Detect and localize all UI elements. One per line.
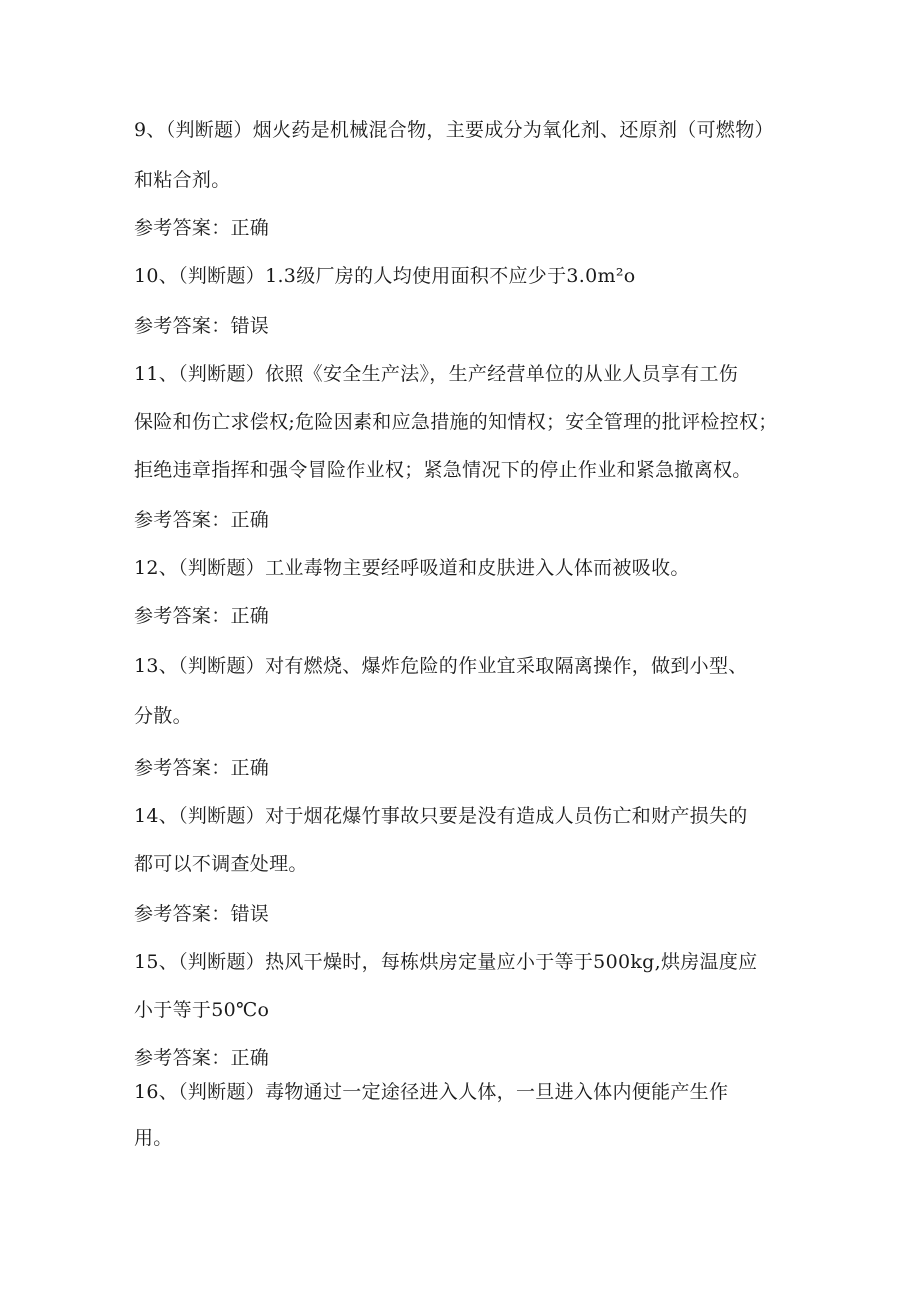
answer-12: 参考答案：正确 (134, 605, 270, 627)
question-14-text: 14、（判断题）对于烟花爆竹事故只要是没有造成人员伤亡和财产损失的 (134, 805, 748, 827)
answer-14: 参考答案：错误 (134, 903, 270, 925)
answer-11: 参考答案：正确 (134, 509, 270, 531)
question-12-text: 12、（判断题）工业毒物主要经呼吸道和皮肤进入人体而被吸收。 (134, 557, 690, 579)
question-15-text: 15、（判断题）热风干燥时，每栋烘房定量应小于等于500kg,烘房温度应 (134, 951, 758, 973)
question-11-text-continued-1: 保险和伤亡求偿权;危险因素和应急措施的知情权；安全管理的批评检控权； (134, 411, 778, 433)
question-16-text: 16、（判断题）毒物通过一定途径进入人体，一旦进入体内便能产生作 (134, 1081, 729, 1103)
answer-13: 参考答案：正确 (134, 757, 270, 779)
question-10-text: 10、（判断题）1.3级厂房的人均使用面积不应少于3.0m²o (134, 265, 636, 287)
question-11-text: 11、（判断题）依照《安全生产法》，生产经营单位的从业人员享有工伤 (134, 363, 739, 385)
question-13-text: 13、（判断题）对有燃烧、爆炸危险的作业宜采取隔离操作，做到小型、 (134, 655, 748, 677)
answer-10: 参考答案：错误 (134, 315, 270, 337)
question-9-text: 9、（判断题）烟火药是机械混合物，主要成分为氧化剂、还原剂（可燃物） (134, 119, 774, 141)
answer-9: 参考答案：正确 (134, 217, 270, 239)
question-11-text-continued-2: 拒绝违章指挥和强令冒险作业权；紧急情况下的停止作业和紧急撤离权。 (134, 459, 752, 481)
question-13-text-continued: 分散。 (134, 705, 192, 727)
answer-15: 参考答案：正确 (134, 1047, 270, 1069)
question-9-text-continued: 和粘合剂。 (134, 169, 231, 191)
question-14-text-continued: 都可以不调查处理。 (134, 853, 308, 875)
question-16-text-continued: 用。 (134, 1127, 173, 1149)
question-15-text-continued: 小于等于50℃o (134, 999, 270, 1021)
